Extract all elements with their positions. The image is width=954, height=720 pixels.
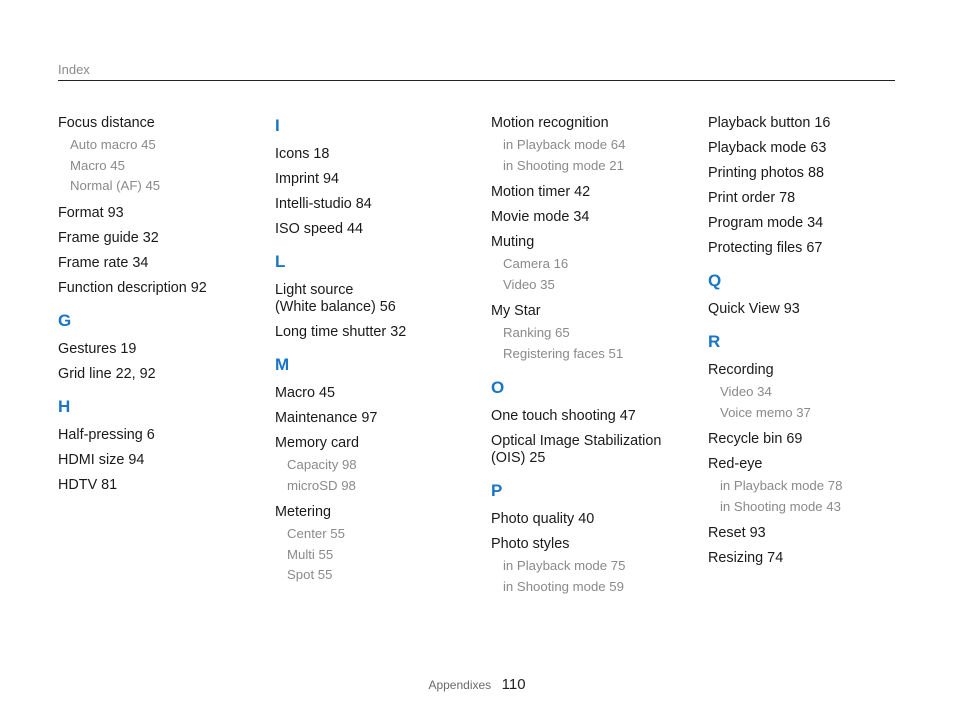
index-subentries: [275, 524, 480, 586]
index-subentry: Normal (AF) 45: [70, 178, 161, 193]
index-term: Protecting files 67: [708, 240, 823, 256]
index-term: Macro 45: [275, 385, 335, 401]
index-term: Memory card: [275, 435, 359, 451]
index-entry: [58, 427, 263, 444]
index-entry: [491, 234, 696, 295]
index-subentry: Macro 45: [70, 157, 125, 173]
index-subentry: Center 55: [287, 526, 345, 541]
header-divider: [58, 80, 895, 81]
index-entry: [491, 511, 696, 528]
index-subentries: [708, 476, 913, 517]
index-entry: [708, 456, 913, 517]
index-term: Muting: [491, 234, 535, 250]
index-subentry: Registering faces 51: [503, 345, 624, 361]
index-letter-heading: G: [58, 310, 72, 330]
index-term: Photo quality 40: [491, 511, 595, 527]
index-entry: [491, 303, 696, 364]
index-entry: [275, 324, 480, 341]
index-subentries: [58, 135, 263, 197]
index-term: One touch shooting 47: [491, 408, 636, 424]
index-term: Format 93: [58, 204, 124, 221]
index-term: Icons 18: [275, 146, 330, 162]
index-subentry: microSD 98: [287, 477, 356, 493]
index-subentries: [491, 556, 696, 597]
index-subentry: Video 34: [720, 384, 772, 399]
index-entry: [491, 115, 696, 176]
index-entry: [708, 431, 913, 448]
index-letter-heading: Q: [708, 271, 722, 290]
index-entry: [58, 477, 263, 494]
index-column-4: [708, 115, 913, 575]
index-term: Focus distance: [58, 115, 155, 131]
index-subentry: Capacity 98: [287, 457, 357, 472]
index-entry: [275, 171, 480, 188]
index-entry: [58, 230, 263, 247]
index-term: HDMI size 94: [58, 451, 145, 468]
index-term: Frame rate 34: [58, 254, 149, 271]
index-entry: [58, 280, 263, 297]
index-subentry: in Playback mode 64: [503, 137, 626, 152]
index-term: Reset 93: [708, 525, 766, 541]
index-term: Printing photos 88: [708, 165, 825, 181]
index-column-3: [491, 115, 696, 605]
index-term: Print order 78: [708, 190, 796, 206]
index-entry: [58, 341, 263, 358]
index-subentry: in Shooting mode 21: [503, 157, 624, 173]
index-column-2: [275, 115, 480, 594]
index-column-1: [58, 115, 263, 502]
index-entry: [708, 301, 913, 318]
index-entry: [708, 215, 913, 232]
index-term: My Star: [491, 303, 541, 319]
index-entry: [275, 146, 480, 163]
index-subentries: [275, 455, 480, 496]
index-subentry: Spot 55: [287, 567, 333, 582]
index-term: Resizing 74: [708, 550, 784, 566]
index-entry: [708, 525, 913, 542]
index-entry: [275, 504, 480, 586]
index-subentries: [708, 382, 913, 423]
index-term: Playback button 16: [708, 115, 831, 131]
index-term: Frame guide 32: [58, 229, 159, 246]
page-footer: [0, 676, 954, 694]
index-term: Recycle bin 69: [708, 431, 803, 447]
index-subentry: in Playback mode 78: [720, 478, 843, 493]
index-subentries: [491, 254, 696, 295]
index-term: Playback mode 63: [708, 140, 827, 156]
index-letter-heading: I: [275, 116, 280, 135]
index-term: Motion timer 42: [491, 184, 591, 200]
index-letter-heading: O: [491, 378, 505, 397]
index-entry: [708, 115, 913, 132]
section-title: Index: [58, 62, 90, 77]
index-term: Optical Image Stabilization (OIS) 25: [491, 433, 662, 466]
index-term: Imprint 94: [275, 171, 339, 187]
index-entry: [275, 410, 480, 427]
index-entry: [708, 240, 913, 257]
index-subentry: in Shooting mode 43: [720, 498, 841, 514]
index-term: Function description 92: [58, 279, 207, 296]
index-entry: [58, 205, 263, 222]
index-term: Motion recognition: [491, 115, 609, 131]
index-entry: [708, 165, 913, 182]
index-subentries: [491, 323, 696, 364]
index-entry: [491, 408, 696, 425]
index-entry: [275, 435, 480, 496]
index-entry: [491, 209, 696, 226]
index-subentry: Camera 16: [503, 256, 569, 271]
index-subentries: [491, 135, 696, 176]
index-entry: [491, 184, 696, 201]
index-term: Intelli-studio 84: [275, 196, 372, 212]
index-letter-heading: M: [275, 355, 290, 374]
index-term: Grid line 22, 92: [58, 365, 156, 382]
index-subentry: in Playback mode 75: [503, 558, 626, 573]
index-term: Metering: [275, 504, 331, 520]
index-term: Red-eye: [708, 456, 763, 472]
footer-section-label: Appendixes: [428, 678, 492, 692]
index-entry: [275, 196, 480, 213]
index-entry: [58, 366, 263, 383]
index-subentry: Video 35: [503, 276, 555, 292]
index-term: ISO speed 44: [275, 221, 364, 237]
index-entry: [708, 190, 913, 207]
index-term: Maintenance 97: [275, 410, 378, 426]
index-entry: [275, 282, 480, 316]
index-term: Gestures 19: [58, 340, 137, 357]
index-entry: [58, 452, 263, 469]
page-number: 110: [501, 676, 526, 693]
index-term: Light source (White balance) 56: [275, 282, 396, 315]
index-letter-heading: R: [708, 332, 721, 351]
index-subentry: Multi 55: [287, 546, 334, 562]
index-entry: [708, 550, 913, 567]
index-term: Quick View 93: [708, 301, 800, 317]
index-entry: [275, 221, 480, 238]
index-term: Photo styles: [491, 536, 570, 552]
index-letter-heading: H: [58, 396, 71, 416]
index-subentry: Voice memo 37: [720, 404, 811, 420]
index-entry: [491, 536, 696, 597]
index-subentry: Ranking 65: [503, 325, 570, 340]
index-entry: [58, 255, 263, 272]
index-entry: [708, 140, 913, 157]
index-letter-heading: P: [491, 481, 503, 500]
index-term: Half-pressing 6: [58, 426, 155, 443]
index-entry: [275, 385, 480, 402]
index-letter-heading: L: [275, 252, 286, 271]
index-term: Long time shutter 32: [275, 324, 407, 340]
index-term: Recording: [708, 362, 774, 378]
index-subentry: in Shooting mode 59: [503, 578, 624, 594]
index-entry: [491, 433, 696, 467]
index-entry: [58, 115, 263, 197]
index-subentry: Auto macro 45: [70, 137, 156, 152]
index-term: Movie mode 34: [491, 209, 590, 225]
index-term: HDTV 81: [58, 476, 118, 493]
index-entry: [708, 362, 913, 423]
index-term: Program mode 34: [708, 215, 824, 231]
